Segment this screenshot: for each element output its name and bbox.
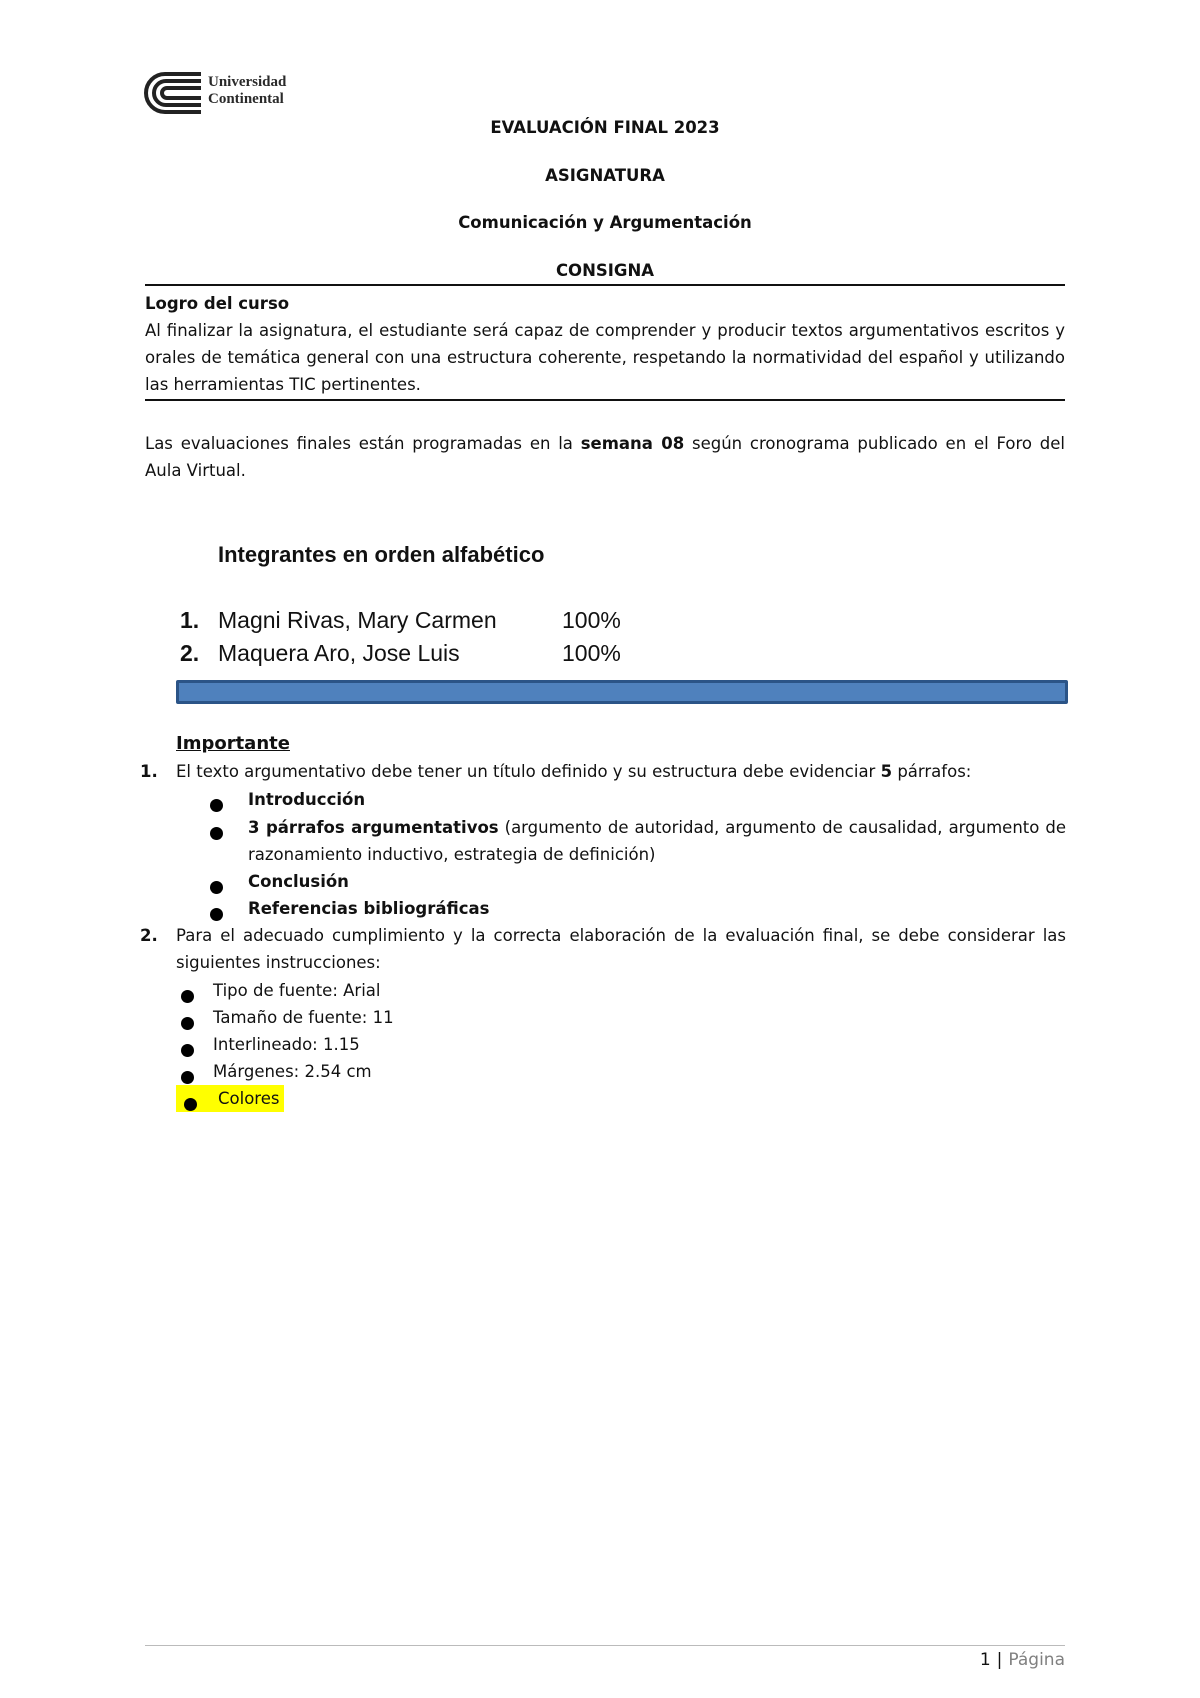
bullet-icon xyxy=(210,827,223,840)
member-name: Maquera Aro, Jose Luis xyxy=(218,640,460,666)
bullet-item: Interlineado: 1.15 xyxy=(213,1035,360,1054)
logro-section xyxy=(145,290,1065,398)
bullet-item: Tipo de fuente: Arial xyxy=(213,981,381,1000)
bullet-item: Colores xyxy=(218,1089,280,1108)
logro-text: Al finalizar la asignatura, el estudiante será capaz de comprender y producir textos argumentativos escritos y orales de temática general con una estructura coherente, respetando la normatividad del español y utilizando las herramientas TIC pertinentes. xyxy=(145,321,1065,394)
bottom-rule xyxy=(145,399,1065,401)
bullet-item: Introducción xyxy=(248,790,366,809)
bullet-item: Márgenes: 2.54 cm xyxy=(213,1062,372,1081)
bullet-item: Conclusión xyxy=(248,872,349,891)
schedule-week: semana 08 xyxy=(580,434,685,453)
important-title: Importante xyxy=(176,733,290,754)
footer-rule xyxy=(145,1645,1065,1646)
member-row xyxy=(180,640,621,667)
logo-line1: Universidad xyxy=(208,74,287,90)
item-number: 1. xyxy=(140,762,158,781)
blue-divider-bar xyxy=(176,680,1068,704)
bullet-item: Referencias bibliográficas xyxy=(248,899,490,918)
member-percentage: 100% xyxy=(562,640,621,666)
page-label: Página xyxy=(1008,1650,1065,1670)
document-title: EVALUACIÓN FINAL 2023 xyxy=(490,118,720,137)
bullet-icon xyxy=(181,990,194,1003)
page-number: 1 xyxy=(979,1650,991,1670)
member-number: 1. xyxy=(180,607,200,633)
bullet-icon xyxy=(210,799,223,812)
bullet-item: 3 párrafos argumentativos (argumento de autoridad, argumento de causalidad, argumento de razonamiento inductivo, estrategia de definición) xyxy=(248,818,1066,864)
bullet-icon xyxy=(181,1017,194,1030)
page-footer xyxy=(980,1650,1065,1670)
schedule-after: según cronograma publicado en el Foro del Aula Virtual. xyxy=(145,434,1065,480)
member-row xyxy=(180,607,621,634)
bullet-icon xyxy=(181,1071,194,1084)
item-1-text: El texto argumentativo debe tener un título definido y su estructura debe evidenciar 5 párrafos: xyxy=(176,762,972,781)
member-name: Magni Rivas, Mary Carmen xyxy=(218,607,497,633)
top-rule xyxy=(145,284,1065,286)
schedule-before: Las evaluaciones finales están programadas en la xyxy=(145,434,581,453)
consigna-label: CONSIGNA xyxy=(555,261,655,280)
member-number: 2. xyxy=(180,640,200,666)
bullet-icon xyxy=(210,881,223,894)
subject-label: ASIGNATURA xyxy=(545,166,665,185)
logro-title: Logro del curso xyxy=(145,294,290,313)
subject-name: Comunicación y Argumentación xyxy=(458,213,752,232)
schedule-paragraph xyxy=(145,430,1065,484)
bullet-icon xyxy=(181,1044,194,1057)
bullet-icon xyxy=(210,908,223,921)
members-heading: Integrantes en orden alfabético xyxy=(218,542,545,567)
footer-separator: | xyxy=(996,1650,1003,1670)
logo-line2: Continental xyxy=(208,91,284,107)
bullet-item: Tamaño de fuente: 11 xyxy=(213,1008,394,1027)
bullet-icon xyxy=(184,1098,197,1111)
item-2-text: Para el adecuado cumplimiento y la correcta elaboración de la evaluación final, se debe considerar las siguientes instrucciones: xyxy=(176,926,1066,972)
logo-text xyxy=(208,74,286,108)
member-percentage: 100% xyxy=(562,607,621,633)
item-number: 2. xyxy=(140,926,158,945)
